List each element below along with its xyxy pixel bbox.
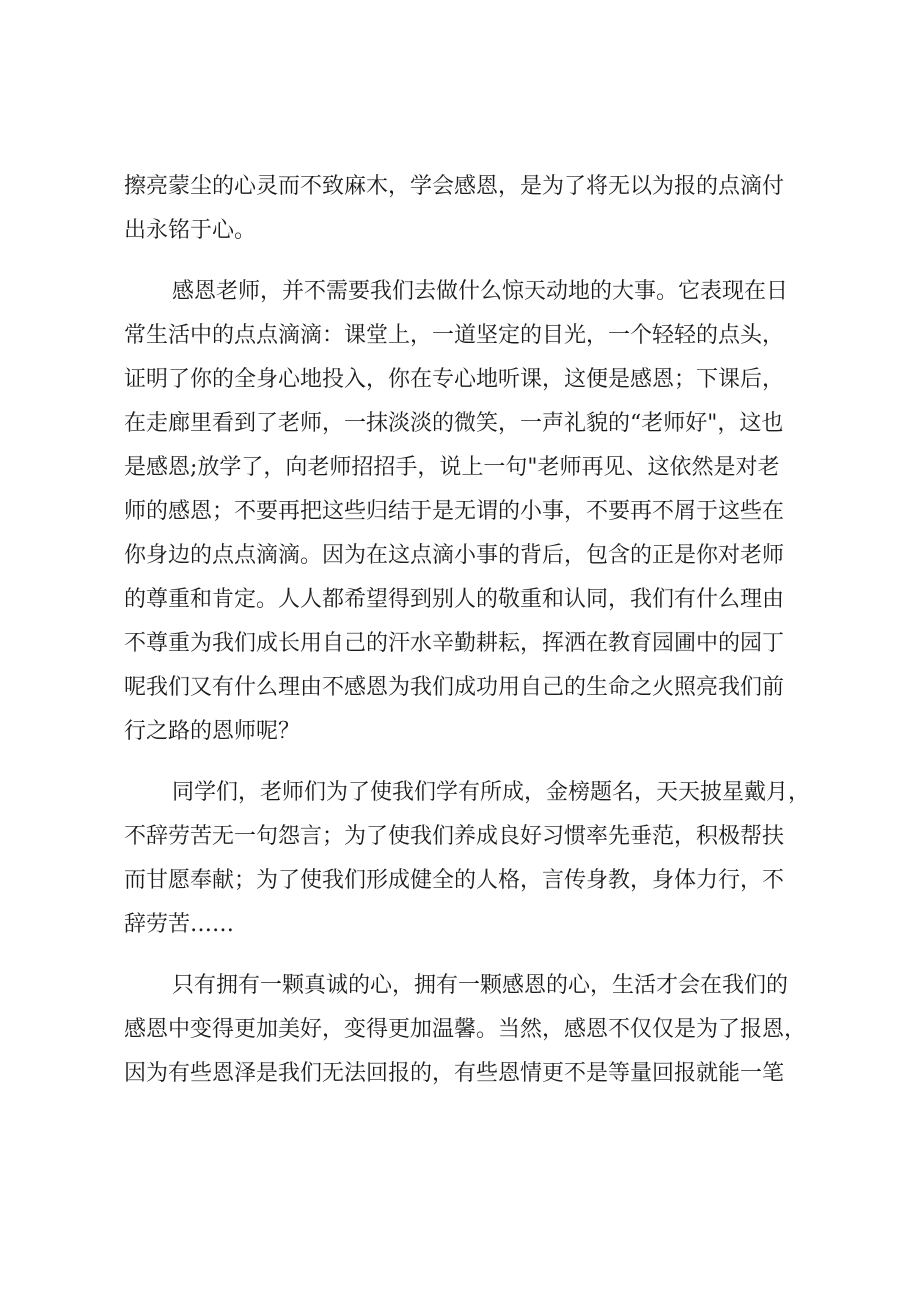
- text-line: 感恩中变得更加美好，变得更加温馨。当然，感恩不仅仅是为了报恩，: [124, 1017, 807, 1042]
- text-line: 行之路的恩师呢？: [124, 719, 301, 744]
- text-line: 的尊重和肯定。人人都希望得到别人的敬重和认同，我们有什么理由: [124, 587, 785, 612]
- text-line: 是感恩;放学了，向老师招招手，说上一句"老师再见、这依然是对老: [124, 455, 780, 480]
- text-line: 在走廊里看到了老师，一抹淡淡的微笑，一声礼貌的“老师好"，这也: [124, 411, 784, 436]
- paragraph-1: [124, 165, 824, 253]
- text-line: 同学们，老师们为了使我们学有所成，金榜题名，天天披星戴月，: [172, 780, 811, 805]
- text-line: 师的感恩；不要再把这些归结于是无谓的小事，不要再不屑于这些在: [124, 499, 785, 524]
- document-body: [124, 165, 824, 1096]
- text-line: 辞劳苦……: [124, 912, 235, 937]
- text-line: 出永铭于心。: [124, 218, 257, 243]
- text-line: 你身边的点点滴滴。因为在这点滴小事的背后，包含的正是你对老师: [124, 543, 785, 568]
- paragraph-2: [124, 270, 824, 754]
- text-line: 擦亮蒙尘的心灵而不致麻木，学会感恩，是为了将无以为报的点滴付: [124, 174, 785, 199]
- text-line: 感恩老师，并不需要我们去做什么惊天动地的大事。它表现在日: [172, 279, 789, 304]
- paragraph-3: [124, 771, 824, 947]
- text-line: 而甘愿奉献；为了使我们形成健全的人格，言传身教，身体力行，不: [124, 868, 785, 893]
- text-line: 不尊重为我们成长用自己的汗水辛勤耕耘，挥洒在教育园圃中的园丁: [124, 631, 785, 656]
- text-line: 常生活中的点点滴滴：课堂上，一道坚定的目光，一个轻轻的点头，: [124, 323, 785, 348]
- text-line: 因为有些恩泽是我们无法回报的，有些恩情更不是等量回报就能一笔: [124, 1061, 785, 1086]
- text-line: 证明了你的全身心地投入，你在专心地听课，这便是感恩；下课后，: [124, 367, 785, 392]
- paragraph-4: [124, 964, 824, 1096]
- text-line: 只有拥有一颗真诚的心，拥有一颗感恩的心，生活才会在我们的: [172, 973, 789, 998]
- text-line: 不辞劳苦无一句怨言；为了使我们养成良好习惯率先垂范，积极帮扶: [124, 824, 785, 849]
- text-line: 呢我们又有什么理由不感恩为我们成功用自己的生命之火照亮我们前: [124, 675, 785, 700]
